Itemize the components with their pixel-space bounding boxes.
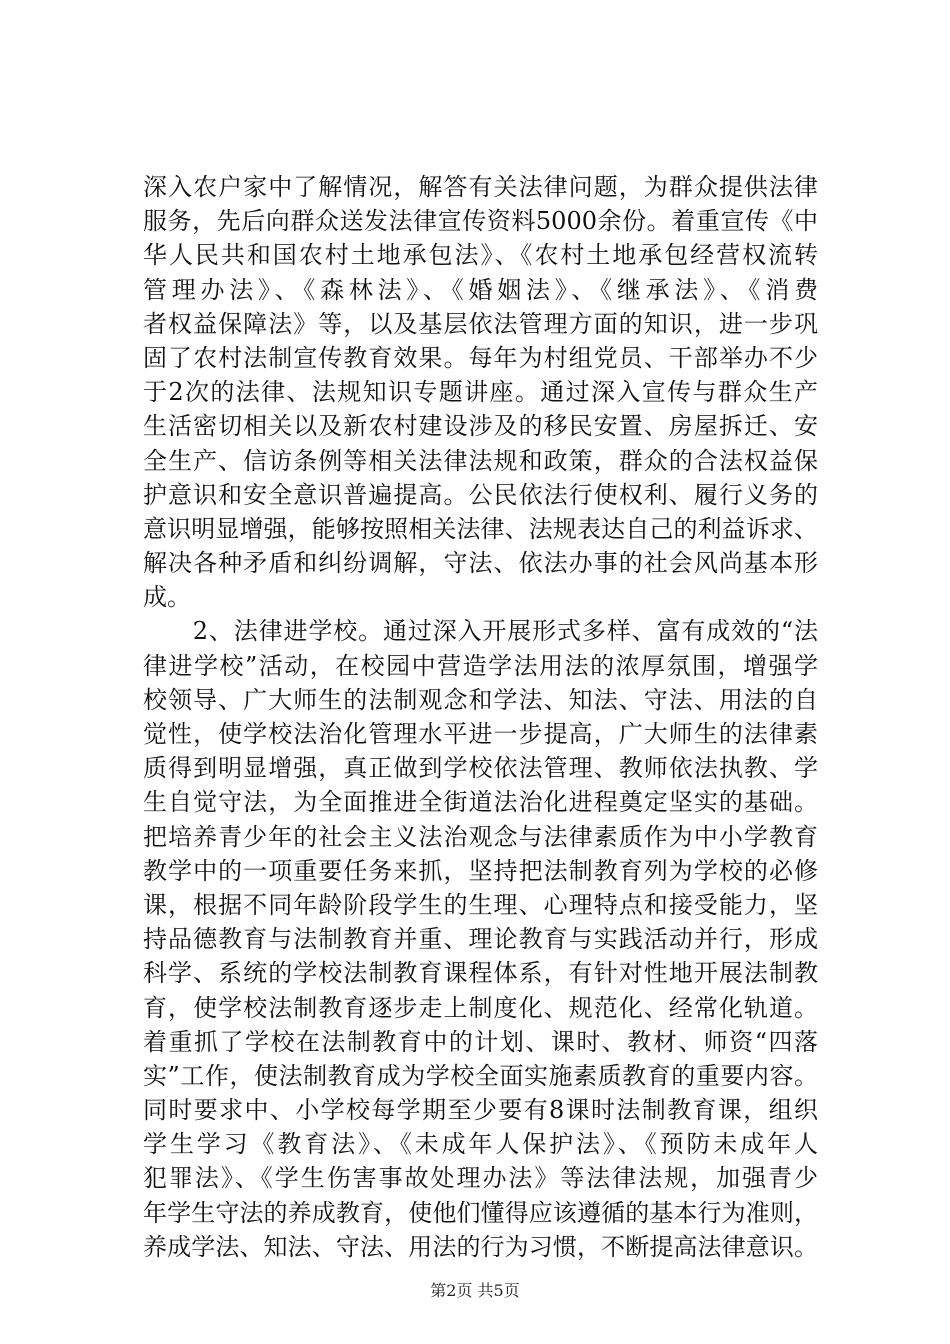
text-line: 科学、系统的学校法制教育课程体系，有针对性地开展法制教 xyxy=(143,959,818,988)
text-line: 全生产、信访条例等相关法律法规和政策，群众的合法权益保 xyxy=(143,446,818,475)
document-body xyxy=(143,170,818,1264)
text-line: 同时要求中、小学校每学期至少要有8课时法制教育课，组织 xyxy=(143,1096,818,1125)
text-line: 校领导、广大师生的法制观念和学法、知法、守法、用法的自 xyxy=(143,685,818,714)
text-line: 解决各种矛盾和纠纷调解，守法、依法办事的社会风尚基本形 xyxy=(143,549,818,578)
text-line: 年学生守法的养成教育，使他们懂得应该遵循的基本行为准则， xyxy=(143,1198,818,1227)
text-line: 于2次的法律、法规知识专题讲座。通过深入宣传与群众生产 xyxy=(143,378,818,407)
text-line: 着重抓了学校在法制教育中的计划、课时、教材、师资“四落 xyxy=(143,1027,818,1056)
text-line: 生自觉守法，为全面推进全街道法治化进程奠定坚实的基础。 xyxy=(143,788,818,817)
text-line: 成。 xyxy=(143,583,191,612)
text-line: 把培养青少年的社会主义法治观念与法律素质作为中小学教育 xyxy=(143,822,818,851)
text-line: 深入农户家中了解情况，解答有关法律问题，为群众提供法律 xyxy=(143,173,818,201)
text-line: 2、法律进学校。通过深入开展形式多样、富有成效的“法 xyxy=(143,617,818,646)
text-line: 华人民共和国农村土地承包法》、《农村土地承包经营权流转 xyxy=(143,241,818,270)
text-line: 质得到明显增强，真正做到学校依法管理、教师依法执教、学 xyxy=(143,754,818,783)
text-line: 意识明显增强，能够按照相关法律、法规表达自己的利益诉求、 xyxy=(143,514,818,543)
text-line: 实”工作，使法制教育成为学校全面实施素质教育的重要内容。 xyxy=(143,1061,818,1090)
text-line: 觉性，使学校法治化管理水平进一步提高，广大师生的法律素 xyxy=(143,720,818,748)
text-line: 犯罪法》、《学生伤害事故处理办法》等法律法规，加强青少 xyxy=(143,1164,818,1193)
text-line: 学生学习《教育法》、《未成年人保护法》、《预防未成年人 xyxy=(143,1130,818,1159)
text-line: 护意识和安全意识普遍提高。公民依法行使权利、履行义务的 xyxy=(143,480,818,509)
text-line: 律进学校”活动，在校园中营造学法用法的浓厚氛围，增强学 xyxy=(143,651,818,680)
text-line: 养成学法、知法、守法、用法的行为习惯，不断提高法律意识。 xyxy=(143,1232,818,1261)
text-line: 育，使学校法制教育逐步走上制度化、规范化、经常化轨道。 xyxy=(143,993,818,1022)
text-line: 服务，先后向群众送发法律宣传资料5000余份。着重宣传《中 xyxy=(143,207,818,236)
text-line: 持品德教育与法制教育并重、理论教育与实践活动并行，形成 xyxy=(143,925,818,954)
text-line: 教学中的一项重要任务来抓，坚持把法制教育列为学校的必修 xyxy=(143,856,818,885)
text-line: 生活密切相关以及新农村建设涉及的移民安置、房屋拆迁、安 xyxy=(143,412,818,441)
text-line: 课，根据不同年龄阶段学生的生理、心理特点和接受能力，坚 xyxy=(143,890,818,919)
page-footer xyxy=(0,1281,950,1301)
text-line: 者权益保障法》等，以及基层依法管理方面的知识，进一步巩 xyxy=(143,309,818,338)
text-line: 固了农村法制宣传教育效果。每年为村组党员、干部举办不少 xyxy=(143,343,818,372)
text-line: 管理办法》、《森林法》、《婚姻法》、《继承法》、《消费 xyxy=(143,275,818,304)
page-number: 第2页 共5页 xyxy=(430,1281,520,1300)
